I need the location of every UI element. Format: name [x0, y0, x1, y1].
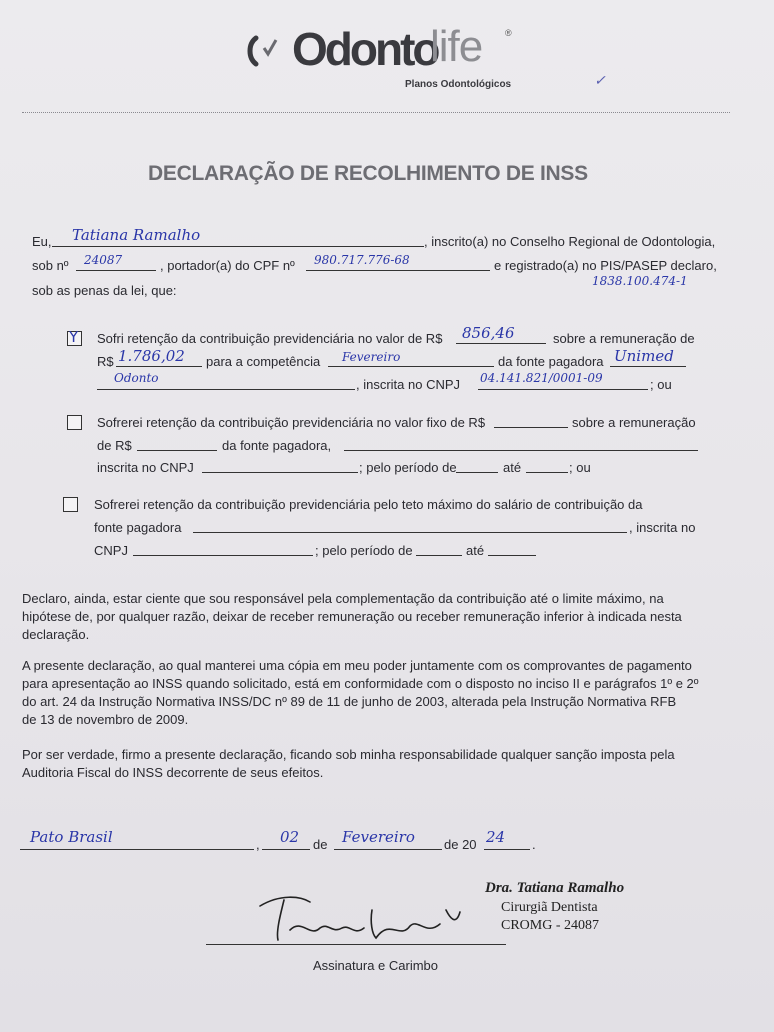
date-end: . — [532, 837, 536, 852]
name-value: Tatiana Ramalho — [72, 226, 201, 244]
option2-line3b: ; pelo período de — [359, 460, 457, 475]
option2-line2b: da fonte pagadora, — [222, 438, 332, 453]
option2-remuneracao-field[interactable] — [137, 434, 217, 451]
option3-line2b: , inscrita no — [629, 520, 696, 535]
option2-line1a: Sofrerei retenção da contribuição previdenciária no valor fixo de R$ — [97, 415, 486, 430]
signature-mark-icon — [250, 888, 490, 950]
label-sob-n: sob nº — [32, 258, 69, 273]
option2-line3a: inscrita no CNPJ — [97, 460, 194, 475]
date-comma: , — [256, 837, 260, 852]
option1-cnpj-value: 04.141.821/0001-09 — [480, 371, 603, 385]
option2-line3c: até — [503, 460, 522, 475]
paragraph-line: do art. 24 da Instrução Normativa INSS/DC nº 89 de 11 de junho de 2003, alterada pela Instrução Normativa RFB — [22, 694, 677, 709]
option3-fonte-field[interactable] — [193, 516, 627, 533]
option2-checkbox[interactable] — [67, 415, 82, 430]
city-value: Pato Brasil — [30, 828, 113, 846]
paragraph-declaro — [22, 590, 742, 644]
option3-periodo-fim-field[interactable] — [488, 539, 536, 556]
option3-line2a: fonte pagadora — [94, 520, 182, 535]
option1-line2a: R$ — [97, 354, 114, 369]
label-inscrito: , inscrito(a) no Conselho Regional de Odontologia, — [424, 234, 716, 249]
paragraph-line: Por ser verdade, firmo a presente declaração, ficando sob minha responsabilidade qualquer sanção imposta pela — [22, 747, 675, 762]
logo-mark-icon — [246, 34, 286, 68]
paragraph-line: hipótese de, por qualquer razão, deixar de receber remuneração ou receber remuneração inferior à indicada nesta — [22, 609, 682, 624]
option3-periodo-inicio-field[interactable] — [416, 539, 462, 556]
paragraph-line: declaração. — [22, 627, 90, 642]
paragraph-line: Declaro, ainda, estar ciente que sou responsável pela complementação da contribuição até o limite máximo, na — [22, 591, 664, 606]
option1-line3b: ; ou — [650, 377, 672, 392]
option2-periodo-fim-field[interactable] — [526, 456, 568, 473]
option2-line2a: de R$ — [97, 438, 132, 453]
cpf-value: 980.717.776-68 — [314, 253, 410, 267]
date-de2: de 20 — [444, 837, 477, 852]
header-divider — [22, 112, 730, 113]
stamp-name: Dra. Tatiana Ramalho — [485, 880, 625, 896]
option1-valor-value: 856,46 — [462, 324, 515, 342]
option3-line3b: ; pelo período de — [315, 543, 413, 558]
cro-value: 24087 — [84, 253, 123, 267]
pis-value: 1838.100.474-1 — [592, 274, 688, 288]
paragraph-line: Auditoria Fiscal do INSS decorrente de seus efeitos. — [22, 765, 324, 780]
label-registrado: e registrado(a) no PIS/PASEP declaro, — [494, 258, 717, 273]
year-value: 24 — [486, 828, 506, 846]
label-penas: sob as penas da lei, que: — [32, 283, 177, 298]
option2-line1b: sobre a remuneração — [572, 415, 696, 430]
logo-text: Odonto — [292, 23, 438, 75]
logo-suffix: life — [430, 22, 483, 71]
option2-valor-field[interactable] — [494, 411, 568, 428]
option3-checkbox[interactable] — [63, 497, 78, 512]
option1-line1b: sobre a remuneração de — [553, 331, 695, 346]
option1-line3a: , inscrita no CNPJ — [356, 377, 461, 392]
option3-line3a: CNPJ — [94, 543, 128, 558]
stamp-cro: CROMG - 24087 — [501, 918, 600, 933]
paragraph-line: de 13 de novembro de 2009. — [22, 712, 189, 727]
stamp-role: Cirurgiã Dentista — [501, 900, 598, 915]
option1-line2b: para a competência — [206, 354, 321, 369]
logo-registered: ® — [505, 28, 512, 38]
paragraph-presente — [22, 657, 742, 729]
option2-periodo-inicio-field[interactable] — [456, 456, 498, 473]
date-de1: de — [313, 837, 328, 852]
paragraph-line: para apresentação ao INSS quando solicitado, está em conformidade com o disposto no inciso II e parágrafos 1º e 2º — [22, 676, 699, 691]
label-eu: Eu, — [32, 234, 52, 249]
option1-line2c: da fonte pagadora — [498, 354, 604, 369]
option1-fonte1-value: Unimed — [614, 347, 674, 365]
paragraph-line: A presente declaração, ao qual manterei uma cópia em meu poder juntamente com os comprovantes de pagamento — [22, 658, 692, 673]
option2-line3d: ; ou — [569, 460, 591, 475]
document-title: DECLARAÇÃO DE RECOLHIMENTO DE INSS — [148, 162, 588, 185]
option1-checkbox[interactable] — [67, 328, 82, 346]
option1-remuneracao-value: 1.786,02 — [118, 347, 185, 365]
option1-check-mark: Y — [69, 328, 79, 346]
option2-fonte-field[interactable] — [344, 434, 698, 451]
option2-cnpj-field[interactable] — [202, 456, 358, 473]
option1-line1a: Sofri retenção da contribuição previdenciária no valor de R$ — [97, 331, 443, 346]
option3-line3c: até — [466, 543, 485, 558]
logo-subtitle: Planos Odontológicos — [405, 79, 512, 90]
option3-line1: Sofrerei retenção da contribuição previdenciária pelo teto máximo do salário de contribuição da — [94, 497, 643, 512]
option3-cnpj-field[interactable] — [133, 539, 313, 556]
signature-label: Assinatura e Carimbo — [313, 958, 438, 973]
option1-competencia-value: Fevereiro — [342, 350, 401, 364]
option1-fonte2-value: Odonto — [114, 371, 159, 385]
paragraph-verdade — [22, 746, 742, 782]
handwritten-check-mark: ✓ — [594, 72, 606, 88]
month-value: Fevereiro — [342, 828, 415, 846]
label-portador: , portador(a) do CPF nº — [160, 258, 295, 273]
day-value: 02 — [280, 828, 300, 846]
signature-line — [206, 944, 506, 945]
